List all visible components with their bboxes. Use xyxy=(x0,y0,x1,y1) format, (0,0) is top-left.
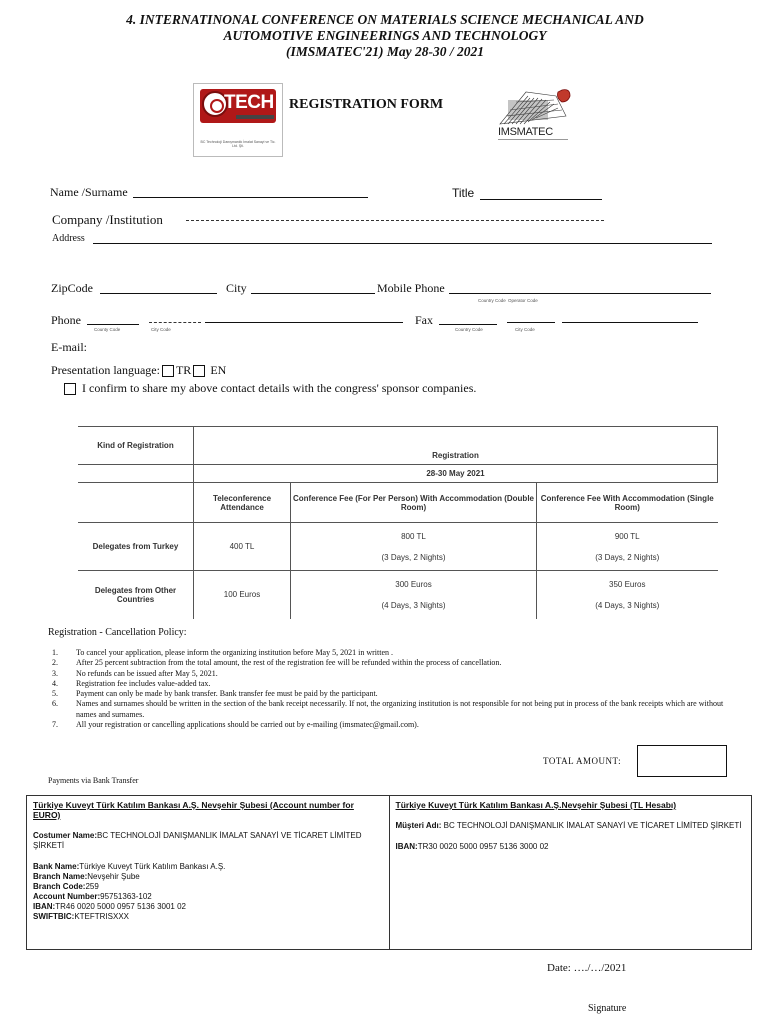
tl-account-cell xyxy=(389,796,752,950)
euro-account-cell xyxy=(27,796,390,950)
mobile-operator-code-hint: Operator Code xyxy=(508,298,538,303)
policy-item: 1. To cancel your application, please inform the organizing institution before May 5, 2021 in written . xyxy=(52,648,393,657)
fax-city-code-hint: City Code xyxy=(515,327,535,332)
phone-city-code-hint: City Code xyxy=(151,327,171,332)
mobile-phone-label: Mobile Phone xyxy=(377,281,445,295)
fax-city-field[interactable] xyxy=(507,322,555,323)
mobile-country-code-hint: Country Code xyxy=(478,298,506,303)
euro-iban: IBAN:TR46 0020 5000 0957 5136 3001 02 xyxy=(33,902,186,911)
row-double-note: (4 Days, 3 Nights) xyxy=(381,600,446,610)
tl-iban: IBAN:TR30 0020 5000 0957 5136 3000 02 xyxy=(395,842,549,851)
row-double-fee: 300 Euros xyxy=(395,579,432,589)
tech-logo-text: TECH xyxy=(224,92,274,113)
tech-logo xyxy=(193,83,283,157)
fax-country-field[interactable] xyxy=(439,324,497,325)
policy-item: 4. Registration fee includes value-added tax. xyxy=(52,678,211,688)
euro-account-heading: Türkiye Kuveyt Türk Katılım Bankası A.Ş. Nevşehir Şubesi (Account number for EURO) xyxy=(33,800,354,820)
row-teleconference-fee: 400 TL xyxy=(194,523,291,571)
policy-item: 5. Payment can only be made by bank transfer. Bank transfer fee must be paid by the participant. xyxy=(52,689,378,699)
policy-item: 7. All your registration or cancelling applications should be carried out by e-mailing (imsmatec@gmail.com). xyxy=(52,720,419,730)
conference-title xyxy=(0,12,770,60)
row-double-fee: 800 TL xyxy=(401,531,426,541)
company-field[interactable] xyxy=(186,220,604,221)
signature-label: Signature xyxy=(588,1003,627,1014)
teleconference-header: Teleconference Attendance xyxy=(194,483,291,523)
payments-label: Payments via Bank Transfer xyxy=(48,776,139,785)
total-amount-field[interactable] xyxy=(637,745,727,777)
tr-checkbox[interactable] xyxy=(162,365,174,377)
registration-header: Registration xyxy=(194,427,718,465)
row-single-fee-cell xyxy=(537,571,718,619)
row-single-fee-cell xyxy=(537,523,718,571)
fax-label: Fax xyxy=(415,313,433,327)
zipcode-label: ZipCode xyxy=(51,281,93,295)
fax-country-code-hint: Country Code xyxy=(455,327,483,332)
fax-number-field[interactable] xyxy=(562,322,698,323)
email-label: E-mail: xyxy=(51,340,87,354)
company-label: Company /Institution xyxy=(52,212,163,227)
single-room-header: Conference Fee With Accommodation (Single Room) xyxy=(537,483,718,523)
policy-item: 3. No refunds can be issued after May 5, 2021. xyxy=(52,668,218,678)
en-label: EN xyxy=(210,363,227,377)
kind-of-registration-header: Kind of Registration xyxy=(78,427,194,465)
mobile-phone-field[interactable] xyxy=(449,293,711,294)
total-amount-label: TOTAL AMOUNT: xyxy=(543,756,622,766)
title-line-2: AUTOMOTIVE ENGINEERINGS AND TECHNOLOGY xyxy=(223,28,547,43)
euro-branch-name: Branch Name:Nevşehir Şube xyxy=(33,872,140,881)
row-single-fee: 350 Euros xyxy=(609,579,646,589)
form-title: REGISTRATION FORM xyxy=(289,97,444,112)
tech-logo-caption: BC Technoloji Danışmanlık İmalat Sanayi ve Tic. Ltd. Şti. xyxy=(200,140,276,148)
title-field[interactable] xyxy=(480,199,602,200)
phone-label: Phone xyxy=(51,313,81,327)
registration-fee-table xyxy=(78,426,718,619)
title-label: Title xyxy=(452,186,475,200)
en-checkbox[interactable] xyxy=(193,365,205,377)
double-room-header: Conference Fee (For Per Person) With Accommodation (Double Room) xyxy=(291,483,537,523)
address-label: Address xyxy=(52,233,85,244)
phone-county-code-hint: County Code xyxy=(94,327,121,332)
euro-customer-name: Costumer Name:BC TECHNOLOJİ DANIŞMANLIK İMALAT SANAYİ VE TİCARET LİMİTED ŞİRKETİ xyxy=(33,831,362,850)
table-row xyxy=(78,571,718,619)
city-field[interactable] xyxy=(251,293,375,294)
row-single-note: (3 Days, 2 Nights) xyxy=(595,552,660,562)
address-field[interactable] xyxy=(93,243,712,244)
date-field[interactable]: Date: …./…/2021 xyxy=(547,962,627,974)
table-row xyxy=(78,523,718,571)
tr-label: TR xyxy=(175,363,192,377)
bank-details-table xyxy=(26,795,752,950)
name-surname-label: Name /Surname xyxy=(50,185,128,199)
euro-swift: SWIFTBIC:KTEFTRISXXX xyxy=(33,912,130,921)
confirm-text: I confirm to share my above contact details with the congress' sponsor companies. xyxy=(82,381,477,395)
row-teleconference-fee: 100 Euros xyxy=(194,571,291,619)
euro-branch-code: Branch Code:259 xyxy=(33,882,99,891)
confirm-row xyxy=(62,381,476,396)
imsmatec-logo xyxy=(496,86,574,146)
tl-account-heading: Türkiye Kuveyt Türk Katılım Bankası A.Ş.Nevşehir Şubesi (TL Hesabı) xyxy=(395,800,677,810)
city-label: City xyxy=(226,281,247,295)
cancellation-policy-list xyxy=(52,648,732,730)
policy-item: 2. After 25 percent subtraction from the total amount, the rest of the registration fee will be refunded within the process of cancellation. xyxy=(52,658,502,668)
tl-customer-name: Müşteri Adı: BC TECHNOLOJİ DANIŞMANLIK İMALAT SANAYİ VE TİCARET LİMİTED ŞİRKETİ xyxy=(395,821,742,830)
confirm-checkbox[interactable] xyxy=(64,383,76,395)
presentation-language-row xyxy=(51,363,226,378)
title-line-3: (IMSMATEC'21) May 28-30 / 2021 xyxy=(285,44,485,59)
row-single-fee: 900 TL xyxy=(614,531,640,541)
row-double-note: (3 Days, 2 Nights) xyxy=(381,552,446,562)
row-single-note: (4 Days, 3 Nights) xyxy=(595,600,660,610)
phone-number-field[interactable] xyxy=(205,322,403,323)
title-line-1: 4. INTERNATINONAL CONFERENCE ON MATERIALS SCIENCE MECHANICAL AND xyxy=(126,12,644,27)
imsmatec-logo-text: IMSMATEC xyxy=(498,126,553,138)
registration-dates: 28-30 May 2021 xyxy=(194,465,718,483)
euro-bank-name: Bank Name:Türkiye Kuveyt Türk Katılım Bankası A.Ş. xyxy=(33,862,226,871)
policy-item: 6. Names and surnames should be written in the section of the bank receipt necessarily. If not, the organizing institution is not responsible for not being put in process of the bank receipts which are without names and surnames. xyxy=(52,699,724,719)
zipcode-field[interactable] xyxy=(100,293,217,294)
phone-country-field[interactable] xyxy=(87,324,139,325)
imsmatec-logo-graphic xyxy=(496,86,574,128)
presentation-language-label: Presentation language: xyxy=(51,363,160,377)
phone-city-field[interactable] xyxy=(149,322,201,323)
row-kind: Delegates from Turkey xyxy=(78,523,194,571)
name-surname-field[interactable] xyxy=(133,197,368,198)
euro-account-number: Account Number:95751363-102 xyxy=(33,892,152,901)
row-double-fee-cell xyxy=(291,523,537,571)
row-double-fee-cell xyxy=(291,571,537,619)
cancellation-policy-title: Registration - Cancellation Policy: xyxy=(48,627,187,638)
row-kind: Delegates from Other Countries xyxy=(78,571,194,619)
